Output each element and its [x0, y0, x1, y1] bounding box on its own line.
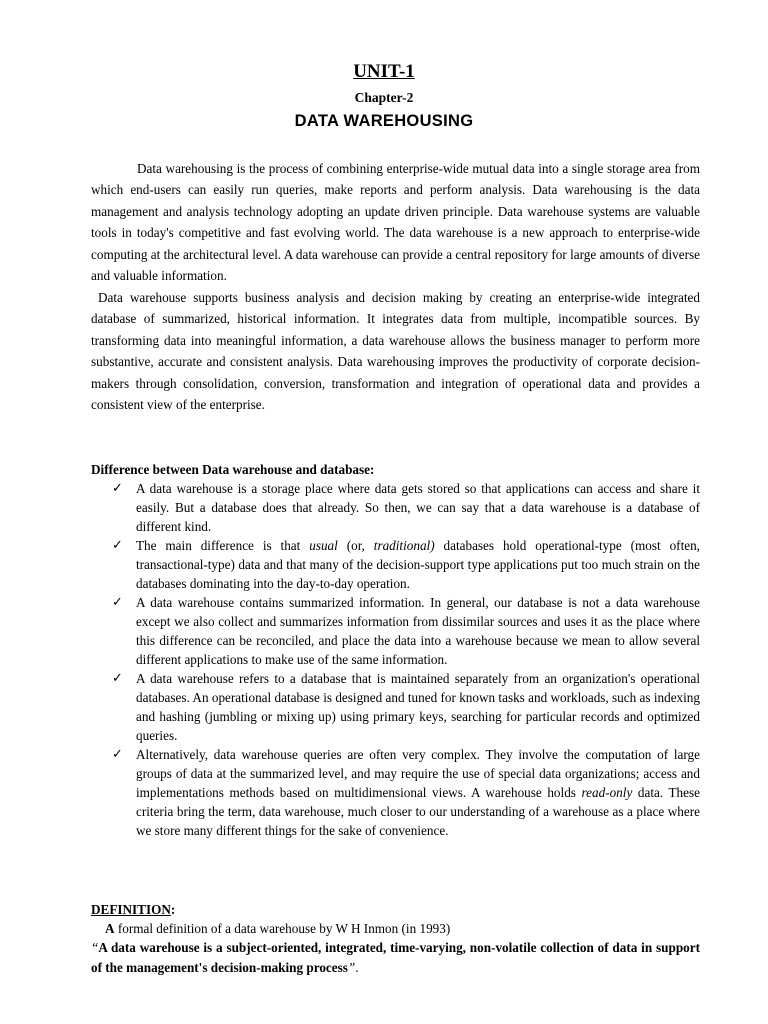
definition-intro: A formal definition of a data warehouse by W H Inmon (in 1993) — [105, 921, 451, 936]
unit-label: UNIT-1 — [353, 61, 415, 82]
list-item — [112, 669, 700, 745]
checkmark-icon: ✓ — [112, 538, 123, 553]
checkmark-icon: ✓ — [112, 481, 123, 496]
difference-heading: Difference between Data warehouse and database: — [91, 462, 375, 477]
list-item — [112, 536, 700, 593]
list-item-text: A data warehouse contains summarized information. In general, our database is not a data warehouse except we also collect and summarizes information from dissimilar sources and uses it as the place where this difference can be reconciled, and place the data into a warehouse because we mean to allow several different applications to make use of the same information. — [136, 595, 700, 667]
list-item-text: A data warehouse refers to a database that is maintained separately from an organization's operational databases. An operational database is designed and tuned for known tasks and workloads, such as indexing and hashing (jumbling or mixing up) using primary keys, searching for particular records and optimized queries. — [136, 671, 700, 743]
list-item-text: The main difference is that usual (or, traditional) databases hold operational-type (most often, transactional-type) data and that many of the decision-support type applications put too much strain on the databases dominating into the day-to-day operation. — [136, 538, 700, 591]
chapter-label: Chapter-2 — [354, 90, 414, 105]
list-item — [112, 745, 700, 840]
checkmark-icon: ✓ — [112, 747, 123, 762]
list-item — [112, 479, 700, 536]
difference-list — [112, 479, 700, 840]
unit-heading — [0, 60, 768, 84]
checkmark-icon: ✓ — [112, 671, 123, 686]
definition-quote: “A data warehouse is a subject-oriented, integrated, time-varying, non-volatile collection of data in support of the management's decision-making process”. — [91, 940, 700, 975]
intro-paragraph-1: Data warehousing is the process of combining enterprise-wide mutual data into a single storage area from which end-users can easily run queries, make reports and perform analysis. Data warehousing is the data management and analysis technology adopting an update driven principle. Data warehouse systems are valuable tools in today's competitive and fast evolving world. The data warehouse is a new approach to enterprise-wide computing at the architectural level. A data warehouse can provide a central repository for large amounts of diverse and valuable information. — [91, 161, 700, 284]
intro-paragraph-2: Data warehouse supports business analysis and decision making by creating an enterprise-wide integrated database of summarized, historical information. It integrates data from multiple, incompatible sources. By transforming data into meaningful information, a data warehouse allows the business manager to perform more substantive, accurate and consistent analysis. Data warehousing improves the productivity of corporate decision-makers through consolidation, conversion, transformation and integration of operational data and provides a consistent view of the enterprise. — [91, 290, 700, 413]
page-title: DATA WAREHOUSING — [294, 112, 474, 130]
list-item-text: A data warehouse is a storage place where data gets stored so that applications can access and share it easily. But a database does that already. So then, we can say that a data warehouse is a database of different kind. — [136, 481, 700, 534]
list-item — [112, 593, 700, 669]
definition-heading: DEFINITION: — [91, 902, 176, 917]
list-item-text: Alternatively, data warehouse queries are often very complex. They involve the computation of large groups of data at the summarized level, and may require the use of special data organizations; access and implementations methods based on multidimensional views. A warehouse holds read-only data. These criteria bring the term, data warehouse, much closer to our understanding of a warehouse as a place where we store many different things for the sake of convenience. — [136, 747, 700, 838]
checkmark-icon: ✓ — [112, 595, 123, 610]
